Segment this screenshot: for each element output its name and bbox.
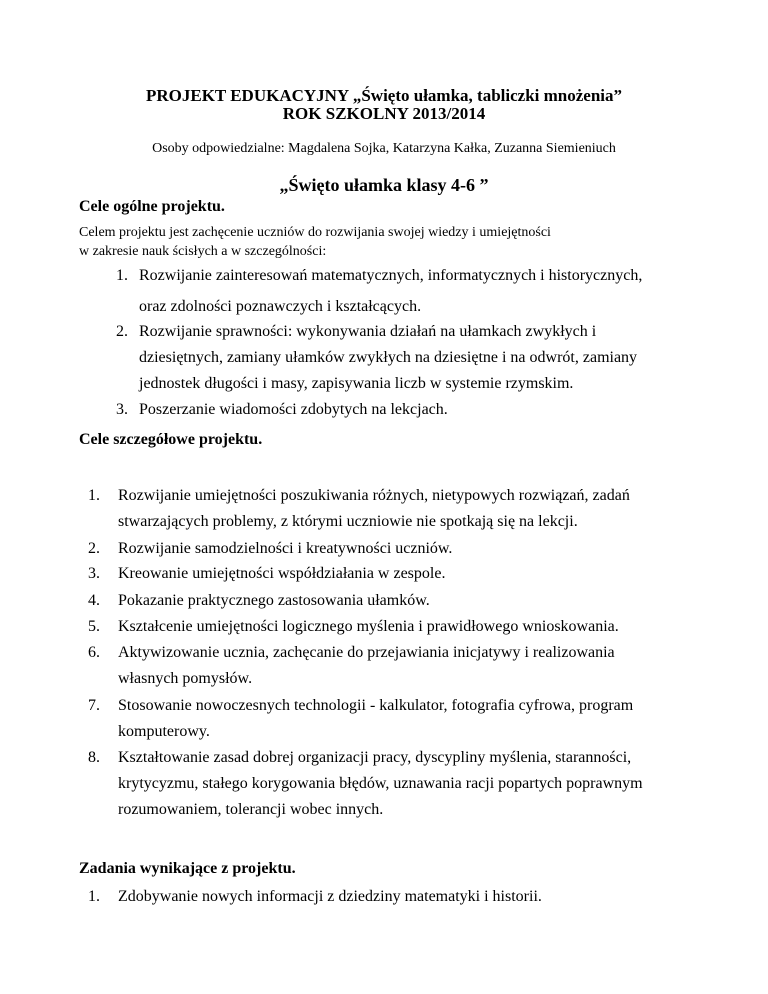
list-item-number: 1.	[88, 888, 100, 905]
responsible-persons: Osoby odpowiedzialne: Magdalena Sojka, Katarzyna Kałka, Zuzanna Siemieniuch	[152, 141, 616, 156]
list-item: Rozwijanie zainteresowań matematycznych, informatycznych i historycznych,	[139, 267, 643, 284]
list-item-number: 7.	[88, 697, 100, 714]
list-item-number: 2.	[116, 323, 128, 340]
general-goals-intro: Celem projektu jest zachęcenie uczniów do rozwijania swojej wiedzy i umiejętności	[79, 225, 551, 240]
list-item-number: 5.	[88, 618, 100, 635]
general-goals-intro: w zakresie nauk ścisłych a w szczególności:	[79, 244, 327, 259]
list-item: Kształcenie umiejętności logicznego myślenia i prawidłowego wnioskowania.	[118, 618, 619, 635]
list-item: oraz zdolności poznawczych i kształcących.	[139, 298, 422, 315]
list-item: Kształtowanie zasad dobrej organizacji pracy, dyscypliny myślenia, staranności,	[118, 749, 632, 766]
document-title-line1: PROJEKT EDUKACYJNY „Święto ułamka, tabliczki mnożenia”	[145, 86, 623, 105]
list-item: stwarzających problemy, z którymi uczniowie nie spotkają się na lekcji.	[118, 513, 578, 530]
list-item: jednostek długości i masy, zapisywania liczb w systemie rzymskim.	[139, 375, 574, 392]
list-item-number: 1.	[116, 267, 128, 284]
list-item-number: 1.	[88, 487, 100, 504]
document-subtitle: „Święto ułamka klasy 4-6 ”	[279, 175, 489, 195]
list-item-number: 3.	[116, 401, 128, 418]
list-item: krytycyzmu, stałego korygowania błędów, uznawania racji popartych poprawnym	[118, 775, 643, 792]
list-item-number: 8.	[88, 749, 100, 766]
tasks-heading: Zadania wynikające z projektu.	[79, 860, 296, 877]
list-item: Rozwijanie samodzielności i kreatywności uczniów.	[118, 540, 453, 557]
list-item: Stosowanie nowoczesnych technologii - kalkulator, fotografia cyfrowa, program	[118, 697, 634, 714]
list-item: Rozwijanie umiejętności poszukiwania różnych, nietypowych rozwiązań, zadań	[118, 487, 630, 504]
list-item: Poszerzanie wiadomości zdobytych na lekcjach.	[139, 401, 448, 418]
list-item: rozumowaniem, tolerancji wobec innych.	[118, 801, 384, 818]
list-item-number: 3.	[88, 565, 100, 582]
list-item: Zdobywanie nowych informacji z dziedziny matematyki i historii.	[118, 888, 542, 905]
general-goals-heading: Cele ogólne projektu.	[79, 198, 225, 215]
document-title-line2: ROK SZKOLNY 2013/2014	[282, 104, 486, 123]
list-item-number: 2.	[88, 540, 100, 557]
list-item-number: 6.	[88, 644, 100, 661]
list-item-number: 4.	[88, 592, 100, 609]
list-item: Kreowanie umiejętności współdziałania w zespole.	[118, 565, 446, 582]
list-item: Rozwijanie sprawności: wykonywania działań na ułamkach zwykłych i	[139, 323, 597, 340]
detailed-goals-heading: Cele szczegółowe projektu.	[79, 431, 263, 448]
list-item: Pokazanie praktycznego zastosowania ułamków.	[118, 592, 430, 609]
list-item: komputerowy.	[118, 723, 210, 740]
list-item: Aktywizowanie ucznia, zachęcanie do przejawiania inicjatywy i realizowania	[118, 644, 615, 661]
list-item: własnych pomysłów.	[118, 670, 253, 687]
list-item: dziesiętnych, zamiany ułamków zwykłych na dziesiętne i na odwrót, zamiany	[139, 349, 638, 366]
